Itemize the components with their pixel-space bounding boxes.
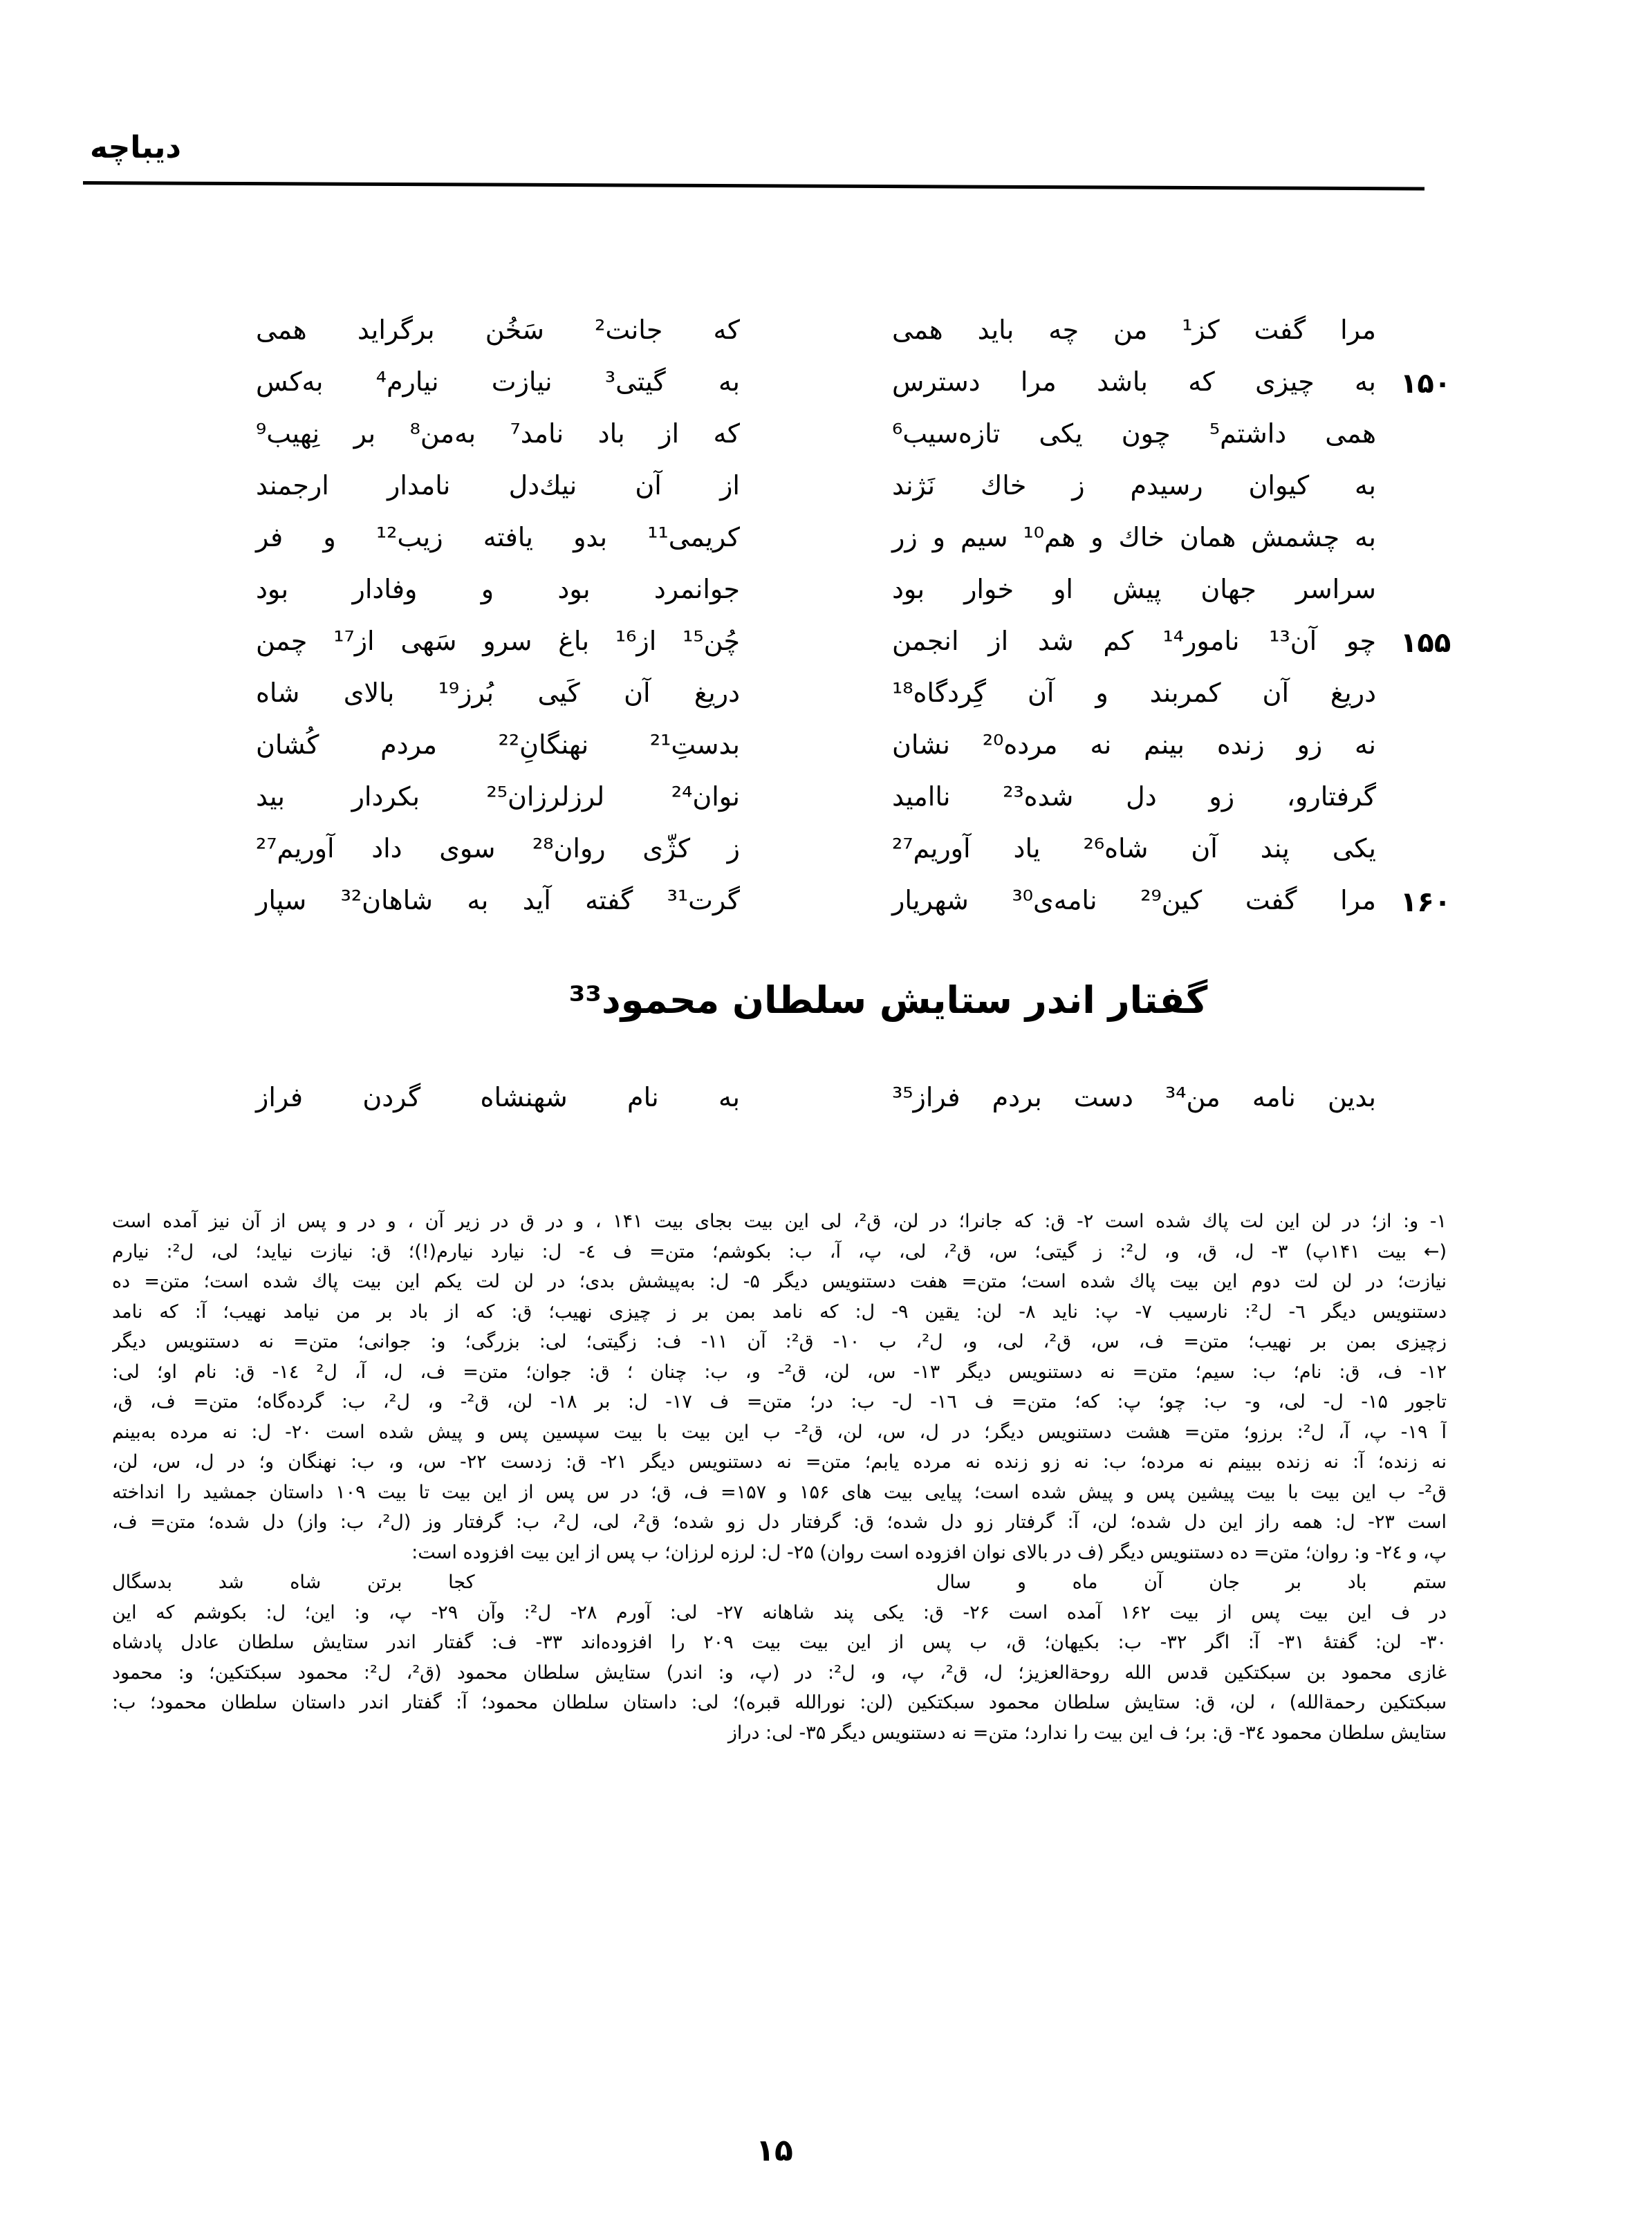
footnote-line: (← بیت ۱۴۱پ) ۳- ل، ق، و، ل²: ز گیتی؛ س، ق²، لی، پ، آ، ب: بکوشم؛ متن= ف ٤- ل: نیارد نیارم(!)؛ ق: نیازت نیاید؛ لی، ل²: نیارم <box>112 1240 1447 1263</box>
hemistich-first: مرا گفت کز¹ من چه باید همی <box>892 315 1376 345</box>
hemistich-second: گرت³¹ گفته آید به شاهان³² سپار <box>256 885 740 915</box>
hemistich-second: از آن نیك‌دل نامدار ارجمند <box>256 470 740 501</box>
footnote-line: دستنویس دیگر ٦- ل²: نارسیب ۷- پ: ناید ۸- لن: یقین ۹- ل: که نامد بمن بر ز چیزی نهیب؛ ق: که از باد بر من نیامد نهیب؛ آ: که نامد <box>112 1301 1447 1323</box>
hemistich-first: به چیزی که باشد مرا دسترس <box>892 366 1376 397</box>
verse-row <box>228 418 1376 470</box>
verse-row <box>228 678 1376 729</box>
verse-row <box>228 781 1376 833</box>
footnote-line: است ۲۳- ل: همه راز این دل شده؛ لن، آ: گرفتار زو دل شده؛ ق: گرفتار دل زو شده؛ ق²، لی، ل²، ب: گرفتار وز (ل²، ب: واز) دل شده؛ متن= ف، <box>112 1511 1447 1533</box>
hemistich-first: سراسر جهان پیش او خوار بود <box>892 574 1376 604</box>
hemistich-second: دریغ آن کَیی بُرز¹⁹ بالای شاه <box>256 678 740 708</box>
hemistich-first: به چشمش همان خاك و هم¹⁰ سیم و زر <box>892 522 1376 552</box>
verse-row <box>228 729 1376 781</box>
footnote-line: سبکتکین رحمة‌الله) ، لن، ق: ستایش سلطان محمود سبکتکین (لن: نورالله قبره)؛ لی: داستان سلطان محمود؛ آ: گفتار اندر داستان سلطان محمود؛ ب: <box>112 1692 1447 1713</box>
verse-row <box>228 470 1376 522</box>
hemistich-first: مرا گفت کین²⁹ نامه‌ی³⁰ شهریار <box>892 885 1376 915</box>
hemistich-second: بدستِ²¹ نهنگانِ²² مردم کُشان <box>256 729 741 760</box>
hemistich-second: کریمی¹¹ بدو یافته زیب¹² و فر <box>256 522 740 552</box>
hemistich-second: جوانمرد بود و وفادار بود <box>256 574 740 604</box>
running-header-title: دیباچه <box>90 130 181 165</box>
hemistich-first: گرفتارو، زو دل شده²³ ناامید <box>892 781 1376 812</box>
footnote-line: آ ۱۹- پ، آ، ل²: برزو؛ متن= هشت دستنویس دیگر؛ در ل، س، لن، ق²- ب این بیت با بیت سپسین پس و پیش شده است ۲۰- ل: نه مرده به‌بینم <box>112 1421 1447 1443</box>
verse-row <box>228 574 1376 626</box>
section-heading <box>0 978 1652 1022</box>
footnote-inserted-verse: ستم باد بر جان آن ماه و سال کجا برتن شاه شد بدسگال <box>112 1572 1447 1593</box>
footnote-line: نیازت؛ در لن لت دوم این بیت پاك شده است؛ متن= هفت دستنویس دیگر ۵- ل: به‌پیشش بدی؛ در لن لت یکم این بیت پاك شده است؛ متن= ده <box>112 1271 1447 1292</box>
hemistich-second: که از باد نامد⁷ به‌من⁸ بر نِهیب⁹ <box>256 418 741 449</box>
intro-verse-row <box>228 1082 1376 1130</box>
footnote-line: غازی محمود بن سبکتکین قدس الله روحة‌العزیز؛ ل، ق²، پ، و، ل²: در (پ، و: اندر) ستایش سلطان محمود (ق²، ل²: محمود سبکتکین؛ و: محمود <box>112 1661 1447 1684</box>
page-number: ۱۵ <box>756 2133 793 2168</box>
verse-row <box>228 833 1376 885</box>
footnotes <box>112 1206 1447 1748</box>
verse-number: ۱۵۰ <box>1400 368 1451 400</box>
footnote-line: ق²- ب این بیت با بیت پیشین پس و پیش شده است؛ پیایی بیت های ۱۵۶ و ۱۵۷= ف، ق؛ در س پس از این بیت تا بیت ۱۰۹ داستان جمشید را انداخته <box>112 1481 1447 1503</box>
hemistich-second: به نام شهنشاه گردن فراز <box>256 1082 740 1112</box>
hemistich-first: دریغ آن کمربند و آن گِردگاه¹⁸ <box>892 678 1376 708</box>
verse-number: ۱۵۵ <box>1400 627 1451 659</box>
header-rule <box>83 181 1424 190</box>
footnote-line: در ف این بیت پس از بیت ۱۶۲ آمده است ۲۶- ق: یکی پند شاهانه ۲۷- لی: آورم ۲۸- ل²: وآن ۲۹- پ، و: این؛ ل: بکوشم که این <box>112 1601 1447 1623</box>
footnote-line: زچیزی بمن بر نهیب؛ متن= ف، س، ق²، لی، و، ل²، ب ۱۰- ق²: آن ۱۱- ف: زگیتی؛ لی: بزرگی؛ و: جوانی؛ متن= نه دستنویس دیگر <box>112 1331 1447 1352</box>
verse-row <box>228 315 1376 366</box>
hemistich-first: نه زو زنده بینم نه مرده²⁰ نشان <box>892 729 1377 760</box>
hemistich-second: به گیتی³ نیازت نیارم⁴ به‌کس <box>256 366 740 397</box>
hemistich-second: چُن¹⁵ از¹⁶ باغ سرو سَهی از¹⁷ چمن <box>256 626 740 656</box>
verse-row <box>228 522 1376 574</box>
footnote-line: ۱- و: از؛ در لن این لت پاك شده است ۲- ق: که جانرا؛ در لن، ق²، لی این بیت بجای بیت ۱۴۱ ، و در ق در زیر آن ، و در و پس از آن نیز آمده است <box>112 1211 1447 1232</box>
hemistich-first: همی داشتم⁵ چون یکی تازه‌سیب⁶ <box>892 418 1376 449</box>
verse-row <box>228 885 1451 937</box>
footnote-line: ستایش سلطان محمود ٣٤- ق: بر؛ ف این بیت را ندارد؛ متن= نه دستنویس دیگر ۳۵- لی: دراز <box>727 1722 1447 1744</box>
footnote-line: پ، و ٢٤- و: روان؛ متن= ده دستنویس دیگر (ف در بالای نوان افزوده است روان) ۲۵- ل: لرزه لرزان؛ ب پس از این بیت افزوده است: <box>411 1541 1447 1563</box>
verse-number: ۱۶۰ <box>1400 886 1451 918</box>
verse-row <box>228 366 1451 418</box>
verse-row <box>228 626 1451 678</box>
poem-verses <box>228 315 1451 937</box>
footnote-line: نه زنده؛ آ: نه زنده ببینم نه مرده؛ ب: نه زو زنده نه مرده یابم؛ متن= نه دستنویس دیگر ۲۱- ق: زدست ۲۲- س، و، ب: نهنگان و؛ در ل، س، لن، <box>112 1451 1447 1473</box>
hemistich-first: چو آن¹³ نامور¹⁴ کم شد از انجمن <box>892 626 1376 656</box>
hemistich-first: به کیوان رسیدم ز خاك نَژند <box>892 470 1376 501</box>
section-heading-text: گفتار اندر ستایش سلطان محمود³³ <box>568 978 1208 1022</box>
hemistich-second: نوان²⁴ لرزلرزان²⁵ بکردار بید <box>256 781 740 812</box>
hemistich-second: که جانت² سَخُن برگراید همی <box>256 315 740 345</box>
footnote-line: ۳۰- لن: گفتهٔ ۳۱- آ: اگر ۳۲- ب: بکیهان؛ ق، ب پس از این بیت بیت ۲۰۹ را افزوده‌اند ۳۳- ف: گفتار اندر ستایش سلطان عادل پادشاه <box>112 1632 1447 1653</box>
footnote-line: ۱۲- ف، ق: نام؛ ب: سیم؛ متن= نه دستنویس دیگر ۱۳- س، لن، ق²- و، ب: چنان ؛ ق: جوان؛ متن= ف، ل، آ، ل² ١٤- ق: نام او؛ لی: <box>112 1361 1447 1383</box>
hemistich-second: ز کژّی روان²⁸ سوی داد آوریم²⁷ <box>256 833 740 864</box>
footnote-line: تاجور ۱۵- ل- لی، و- ب: چو؛ پ: که؛ متن= ف ١٦- ل- ب: در؛ متن= ف ۱۷- ل: بر ۱۸- لن، ق²- و، ل²، ب: گرده‌گاه؛ متن= ف، ق، <box>112 1391 1447 1413</box>
hemistich-first: بدین نامه من³⁴ دست بردم فراز³⁵ <box>892 1082 1376 1112</box>
hemistich-first: یکی پند آن شاه²⁶ یاد آوریم²⁷ <box>892 833 1376 864</box>
